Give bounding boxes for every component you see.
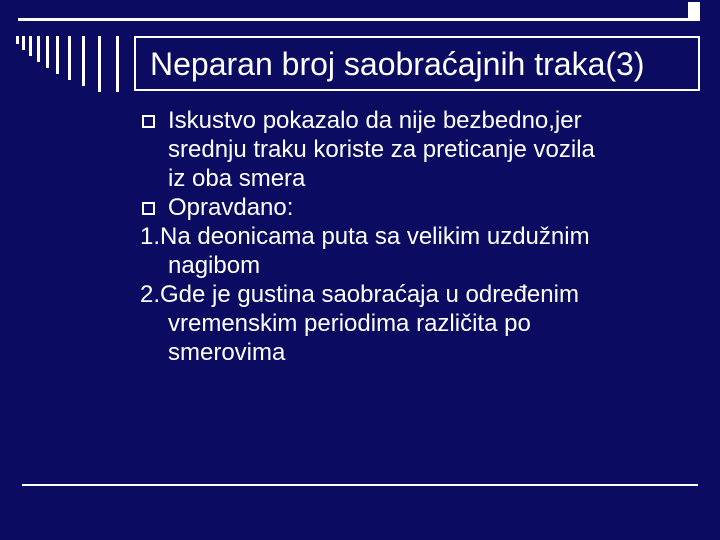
slide-body — [140, 106, 700, 367]
top-right-decor-bar — [688, 2, 700, 20]
numbered-item — [140, 280, 700, 367]
square-bullet-icon — [142, 202, 155, 215]
bottom-divider — [22, 484, 698, 486]
bullet-item — [140, 193, 700, 222]
bullet-item — [140, 106, 700, 193]
bullet-line: iz oba smera — [168, 165, 306, 192]
bullet-line: Iskustvo pokazalo da nije bezbedno,jer — [168, 107, 582, 134]
numbered-item — [140, 222, 700, 280]
numbered-line: 1.Na deonicama puta sa velikim uzdužnim — [140, 223, 590, 250]
slide-title: Neparan broj saobraćajnih traka(3) — [150, 46, 645, 82]
numbered-line: nagibom — [168, 252, 261, 279]
bullet-line: srednju traku koriste za preticanje vozila — [168, 136, 595, 163]
comb-decoration — [16, 36, 132, 92]
numbered-line: vremenskim periodima različita po — [168, 310, 531, 337]
top-decor-line — [18, 18, 700, 21]
numbered-line: smerovima — [168, 339, 286, 366]
square-bullet-icon — [142, 115, 155, 128]
numbered-line: 2.Gde je gustina saobraćaja u određenim — [140, 281, 579, 308]
bullet-line: Opravdano: — [168, 194, 294, 221]
